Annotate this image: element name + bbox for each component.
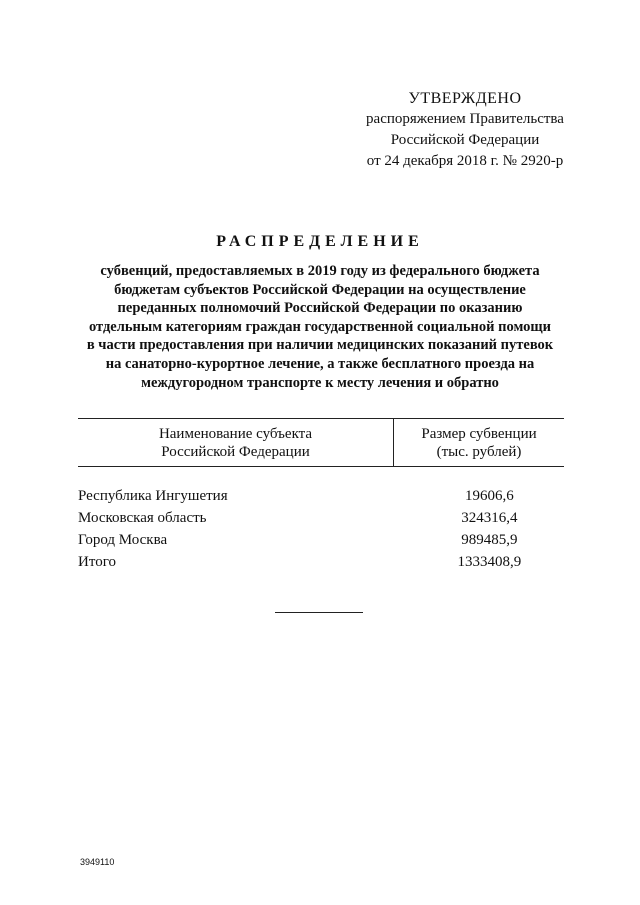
- subtitle-line: междугородном транспорте к месту лечения и обратно: [141, 374, 499, 391]
- subtitle-line: переданных полномочий Российской Федерации по оказанию: [117, 300, 523, 317]
- subtitle-line: отдельным категориям граждан государственной социальной помощи: [88, 318, 551, 335]
- header-text: (тыс. рублей): [436, 444, 522, 460]
- subvention-amount: 324316,4: [461, 510, 518, 526]
- approval-title: УТВЕРЖДЕНО: [408, 90, 522, 107]
- region-name: Республика Ингушетия: [78, 488, 228, 504]
- header-text: Размер субвенции: [421, 426, 537, 442]
- approval-date-number: от 24 декабря 2018 г. № 2920-р: [366, 153, 564, 169]
- document-subtitle: [70, 262, 570, 392]
- end-divider: [275, 612, 363, 613]
- total-amount: 1333408,9: [457, 554, 522, 570]
- header-text: Российской Федерации: [161, 444, 310, 460]
- region-name: Московская область: [78, 510, 207, 526]
- table-row: [78, 507, 564, 529]
- table-row: [78, 485, 564, 507]
- approval-line: распоряжением Правительства: [366, 111, 564, 127]
- subvention-amount: 19606,6: [464, 488, 514, 504]
- document-heading: РАСПРЕДЕЛЕНИЕ: [216, 233, 424, 250]
- total-label: Итого: [78, 554, 116, 570]
- approval-line: Российской Федерации: [390, 132, 540, 148]
- subtitle-line: субвенций, предоставляемых в 2019 году из федерального бюджета: [100, 263, 540, 279]
- document-number: 3949110: [80, 857, 115, 867]
- table-row-total: [78, 551, 564, 573]
- subvention-table: [78, 418, 564, 573]
- table-header: [78, 418, 564, 467]
- table-row: [78, 529, 564, 551]
- column-header-region: [78, 419, 394, 466]
- subtitle-line: на санаторно-курортное лечение, а также бесплатного проезда на: [105, 355, 535, 372]
- header-text: Наименование субъекта: [158, 426, 313, 442]
- approval-stamp: [330, 88, 600, 172]
- table-body: [78, 485, 564, 573]
- region-name: Город Москва: [78, 532, 168, 548]
- subtitle-line: в части предоставления при наличии медицинских показаний путевок: [86, 337, 554, 354]
- column-header-amount: [394, 419, 564, 466]
- subtitle-line: бюджетам субъектов Российской Федерации на осуществление: [114, 281, 526, 298]
- subvention-amount: 989485,9: [461, 532, 518, 548]
